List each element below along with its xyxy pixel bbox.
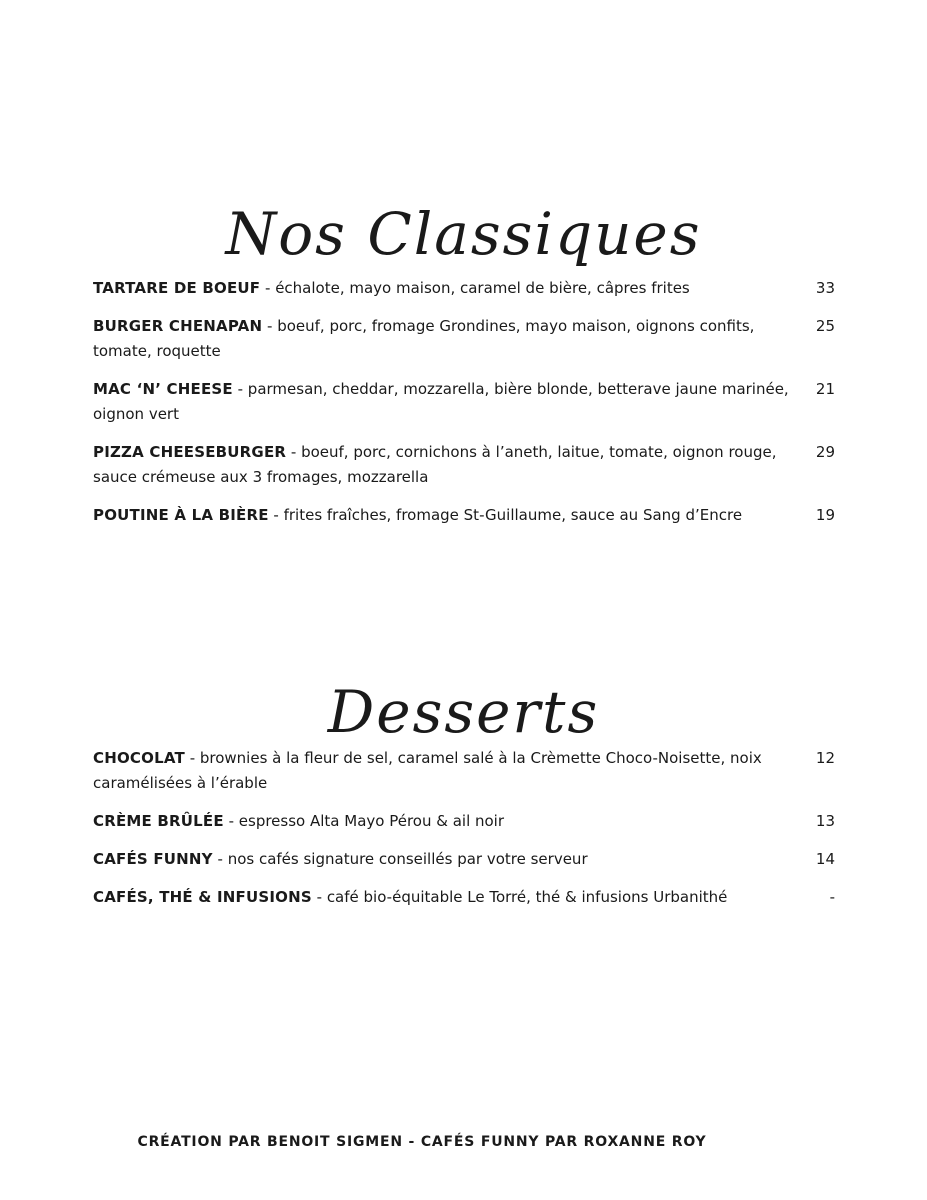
item-separator: - (311, 888, 327, 906)
item-price: - (829, 888, 835, 906)
item-name: CAFÉS, THÉ & INFUSIONS (93, 888, 312, 906)
item-price: 29 (815, 443, 835, 461)
item-price: 21 (815, 380, 835, 398)
item-price: 25 (815, 317, 835, 335)
item-description: boeuf, porc, fromage Grondines, mayo maison, oignons confits, tomate, roquette (93, 317, 755, 360)
menu-list-classiques (93, 276, 835, 541)
item-description: boeuf, porc, cornichons à l’aneth, laitue, tomate, oignon rouge, sauce crémeuse aux 3 fromages, mozzarella (93, 443, 777, 486)
item-price: 33 (815, 279, 835, 297)
item-separator: - (260, 279, 276, 297)
item-separator: - (268, 506, 284, 524)
item-price: 14 (815, 850, 835, 868)
item-separator: - (212, 850, 228, 868)
item-name: CAFÉS FUNNY (93, 850, 213, 868)
item-name: TARTARE DE BOEUF (93, 279, 261, 297)
item-name: BURGER CHENAPAN (93, 317, 263, 335)
item-description: nos cafés signature conseillés par votre serveur (227, 850, 588, 868)
item-name: MAC ‘N’ CHEESE (93, 380, 233, 398)
item-separator: - (286, 443, 302, 461)
item-name: CRÈME BRÛLÉE (93, 812, 224, 830)
menu-list-desserts (93, 746, 835, 923)
item-name: PIZZA CHEESEBURGER (93, 443, 287, 461)
item-separator: - (184, 749, 200, 767)
item-separator: - (262, 317, 278, 335)
item-description: espresso Alta Mayo Pérou & ail noir (238, 812, 505, 830)
menu-item-cafes-the-infusions (93, 885, 835, 910)
item-price: 19 (815, 506, 835, 524)
menu-item-mac-n-cheese (93, 377, 835, 427)
item-description: frites fraîches, fromage St-Guillaume, sauce au Sang d’Encre (283, 506, 743, 524)
item-description: brownies à la fleur de sel, caramel salé à la Crèmette Choco-Noisette, noix caramélisées à l’érable (93, 749, 762, 792)
item-description: parmesan, cheddar, mozzarella, bière blonde, betterave jaune marinée, oignon vert (93, 380, 789, 423)
item-separator: - (223, 812, 239, 830)
menu-item-burger (93, 314, 835, 364)
item-name: POUTINE À LA BIÈRE (93, 506, 269, 524)
section-title-classiques: Nos Classiques (225, 199, 702, 268)
menu-item-cafes-funny (93, 847, 835, 872)
item-price: 12 (815, 749, 835, 767)
menu-item-pizza (93, 440, 835, 490)
footer-credit: CRÉATION PAR BENOIT SIGMEN - CAFÉS FUNNY PAR ROXANNE ROY (137, 1134, 707, 1150)
item-description: café bio-équitable Le Torré, thé & infusions Urbanithé (326, 888, 728, 906)
menu-item-tartare (93, 276, 835, 301)
item-separator: - (232, 380, 248, 398)
item-price: 13 (815, 812, 835, 830)
section-title-desserts: Desserts (327, 677, 600, 746)
item-description: échalote, mayo maison, caramel de bière, câpres frites (275, 279, 690, 297)
menu-item-poutine (93, 503, 835, 528)
item-name: CHOCOLAT (93, 749, 185, 767)
menu-item-chocolat (93, 746, 835, 796)
menu-item-creme-brulee (93, 809, 835, 834)
